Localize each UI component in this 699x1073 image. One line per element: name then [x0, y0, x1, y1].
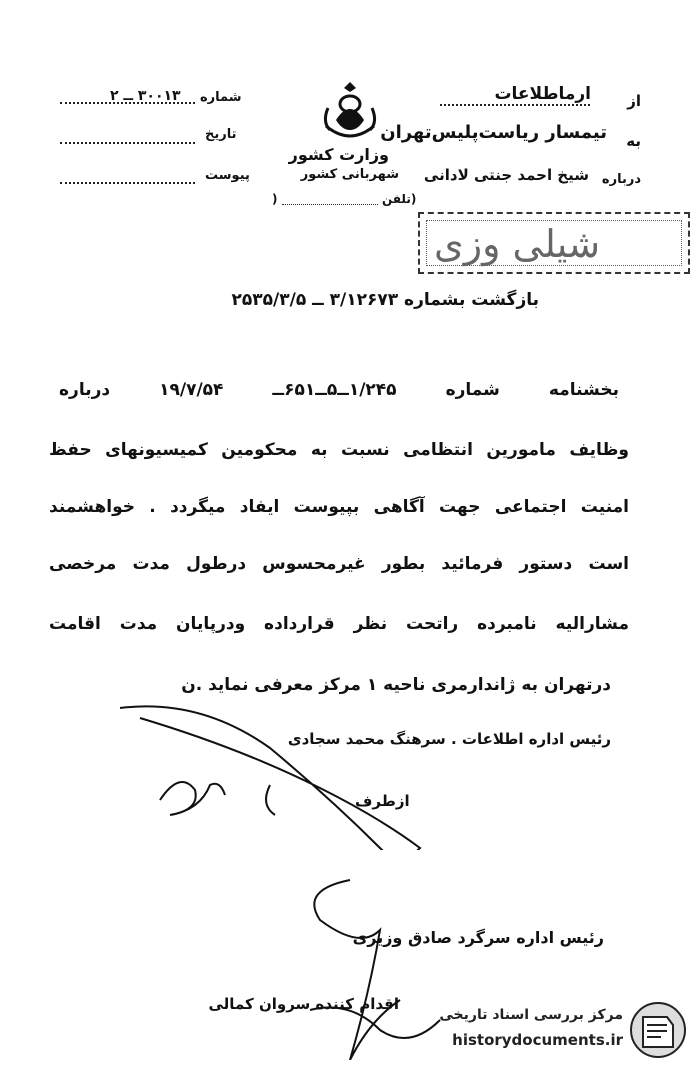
from-label: از: [627, 92, 641, 110]
watermark-title: مرکز بررسی اسناد تاریخی: [439, 1007, 623, 1023]
about-value: شیخ احمد جنتی لادانی: [423, 166, 589, 184]
body-line-6: درتهران به ژاندارمری ناحیه ۱ مرکز معرفی نماید .ن: [181, 675, 611, 695]
number-value: ۳۰۰۱۳ ــ ۲: [110, 88, 181, 104]
by-label: ازطرف: [355, 792, 410, 810]
signature-1-text: رئیس اداره اطلاعات . سرهنگ محمد سجادی: [287, 730, 611, 748]
signature-2-text: رئیس اداره سرگرد صادق وزیری: [352, 928, 604, 947]
from-dotted-line: [440, 104, 590, 106]
body-line-4: است دستور فرمائید بطور غیرمحسوس درطول مدت مرخصی: [49, 554, 629, 574]
phone-close-paren: ): [272, 192, 278, 206]
date-dotted-line: [60, 142, 195, 144]
ministry-text: وزارت کشور: [288, 145, 389, 164]
phone-label: (تلفن: [382, 192, 417, 206]
confidential-stamp: [418, 212, 690, 274]
to-label: به: [626, 132, 641, 150]
number-label: شماره: [200, 90, 242, 105]
date-label: تاریخ: [205, 127, 237, 142]
body-line-2: وظایف مامورین انتظامی نسبت به محکومین کمیسیونهای حفظ: [49, 440, 629, 460]
body-line-5: مشارالیه نامبرده راتحت نظر قرارداده ودرپایان مدت اقامت: [49, 614, 629, 634]
body-line-3: امنیت اجتماعی جهت آگاهی بپیوست ایفاد میگردد . خواهشمند: [49, 497, 629, 517]
from-value: ارماطلاعات: [494, 84, 591, 104]
action-officer-text: اقدام کننده سروان کمالی: [208, 995, 399, 1013]
number-dotted-line: [60, 102, 195, 104]
emblem-icon: [318, 78, 382, 148]
attachment-dotted-line: [60, 182, 195, 184]
attachment-label: پیوست: [205, 168, 250, 183]
phone-dotted-line: [282, 204, 378, 205]
reference-line: بازگشت بشماره ۳/۱۲۶۷۳ ــ ۲۵۳۵/۳/۵: [231, 290, 539, 310]
handwritten-signature-2: [290, 860, 450, 1060]
to-value: تیمسار ریاست‌پلیس‌تهران: [380, 122, 607, 143]
about-sub-value: شهربانی کشور: [300, 167, 399, 182]
body-line-1: بخشنامه شماره ۱/۲۴۵ــ۵ــ۶۵۱ــ ۱۹/۷/۵۴ درباره: [59, 380, 619, 400]
about-label: درباره: [601, 172, 641, 187]
watermark-url: historydocuments.ir: [452, 1031, 623, 1049]
stamp-text: شیلی وزی: [434, 222, 601, 266]
archive-logo-icon: [629, 1001, 687, 1059]
handwritten-signature-1: [100, 690, 440, 850]
archive-watermark: [431, 1001, 691, 1061]
